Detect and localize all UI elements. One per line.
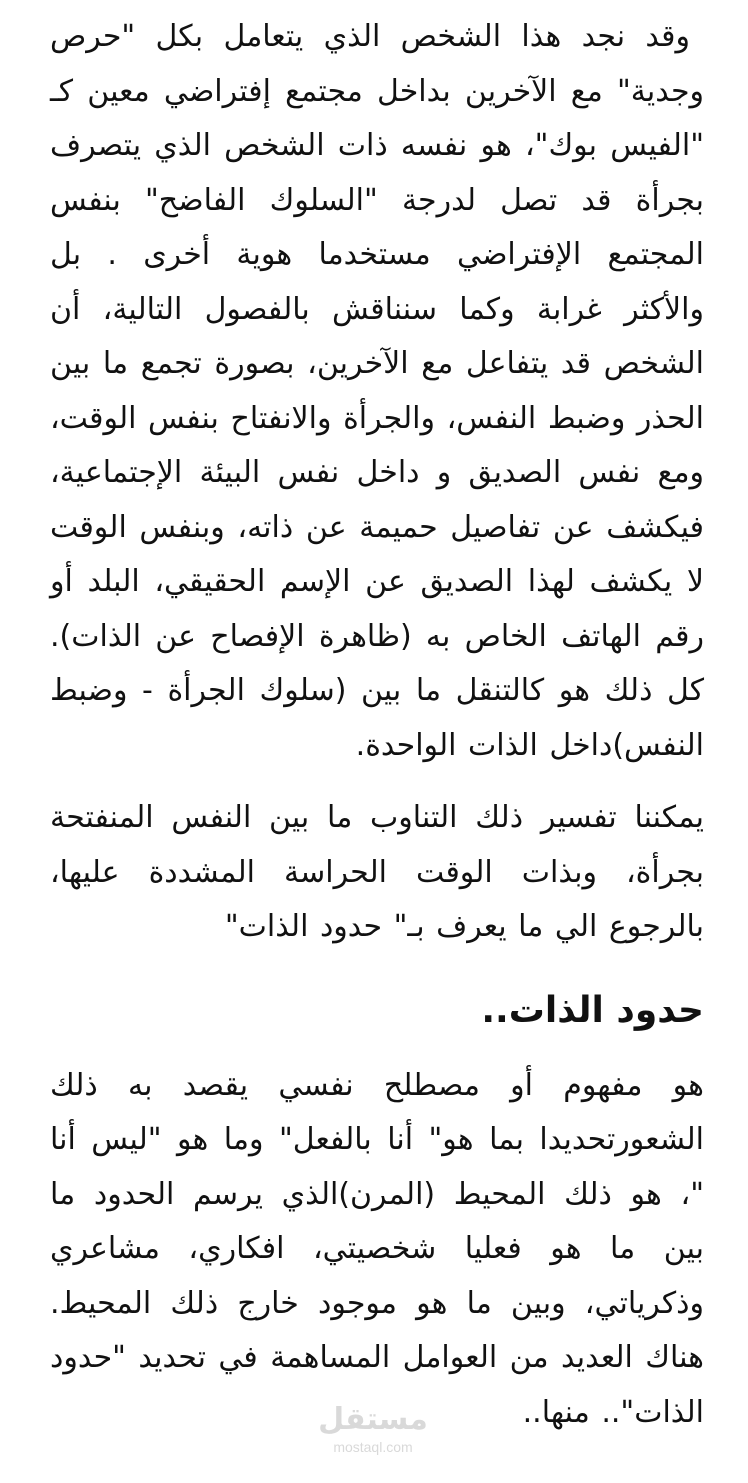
heading-spacer — [50, 1041, 704, 1059]
section-heading-self-boundaries: حدود الذات.. — [481, 989, 704, 1031]
watermark-arabic-text: مستقل — [318, 1402, 428, 1437]
paragraph-spacer — [50, 773, 704, 791]
watermark-latin-text: mostaql.com — [333, 1439, 413, 1455]
paragraph-self-boundaries-definition: هو مفهوم أو مصطلح نفسي يقصد به ذلك الشعورتحديدا بما هو" أنا بالفعل" وما هو "ليس أنا "، هو ذلك المحيط (المرن)الذي يرسم الحدود ما بين ما هو فعليا شخصيتي، افكاري، مشاعري وذكرياتي، وبين ما هو موجود خارج ذلك المحيط. هناك العديد من العوامل المساهمة في تحديد "حدود الذات".. منها.. — [50, 1067, 704, 1430]
section-spacer — [50, 955, 704, 981]
paragraph-self-boundaries-intro: يمكننا تفسير ذلك التناوب ما بين النفس المنفتحة بجرأة، وبذات الوقت الحراسة المشددة عليها، بالرجوع الي ما يعرف بـ" حدود الذات" — [50, 800, 704, 944]
paragraph-anonymity-behavior: وقد نجد هذا الشخص الذي يتعامل بكل "حرص وجدية" مع الآخرين بداخل مجتمع إفتراضي معين كـ "الفيس بوك"، هو نفسه ذات الشخص الذي يتصرف بجرأة قد تصل لدرجة "السلوك الفاضح" بنفس المجتمع الإفتراضي مستخدما هوية أخرى . بل والأكثر غرابة وكما سنناقش بالفصول التالية، أن الشخص قد يتفاعل مع الآخرين، بصورة تجمع ما بين الحذر وضبط النفس، والجرأة والانفتاح بنفس الوقت، ومع نفس الصديق و داخل نفس البيئة الإجتماعية، فيكشف عن تفاصيل حميمة عن ذاته، وبنفس الوقت لا يكشف لهذا الصديق عن الإسم الحقيقي، البلد أو رقم الهاتف الخاص به (ظاهرة الإفصاح عن الذات). كل ذلك هو كالتنقل ما بين (سلوك الجرأة - وضبط النفس)داخل الذات الواحدة. — [50, 19, 704, 763]
